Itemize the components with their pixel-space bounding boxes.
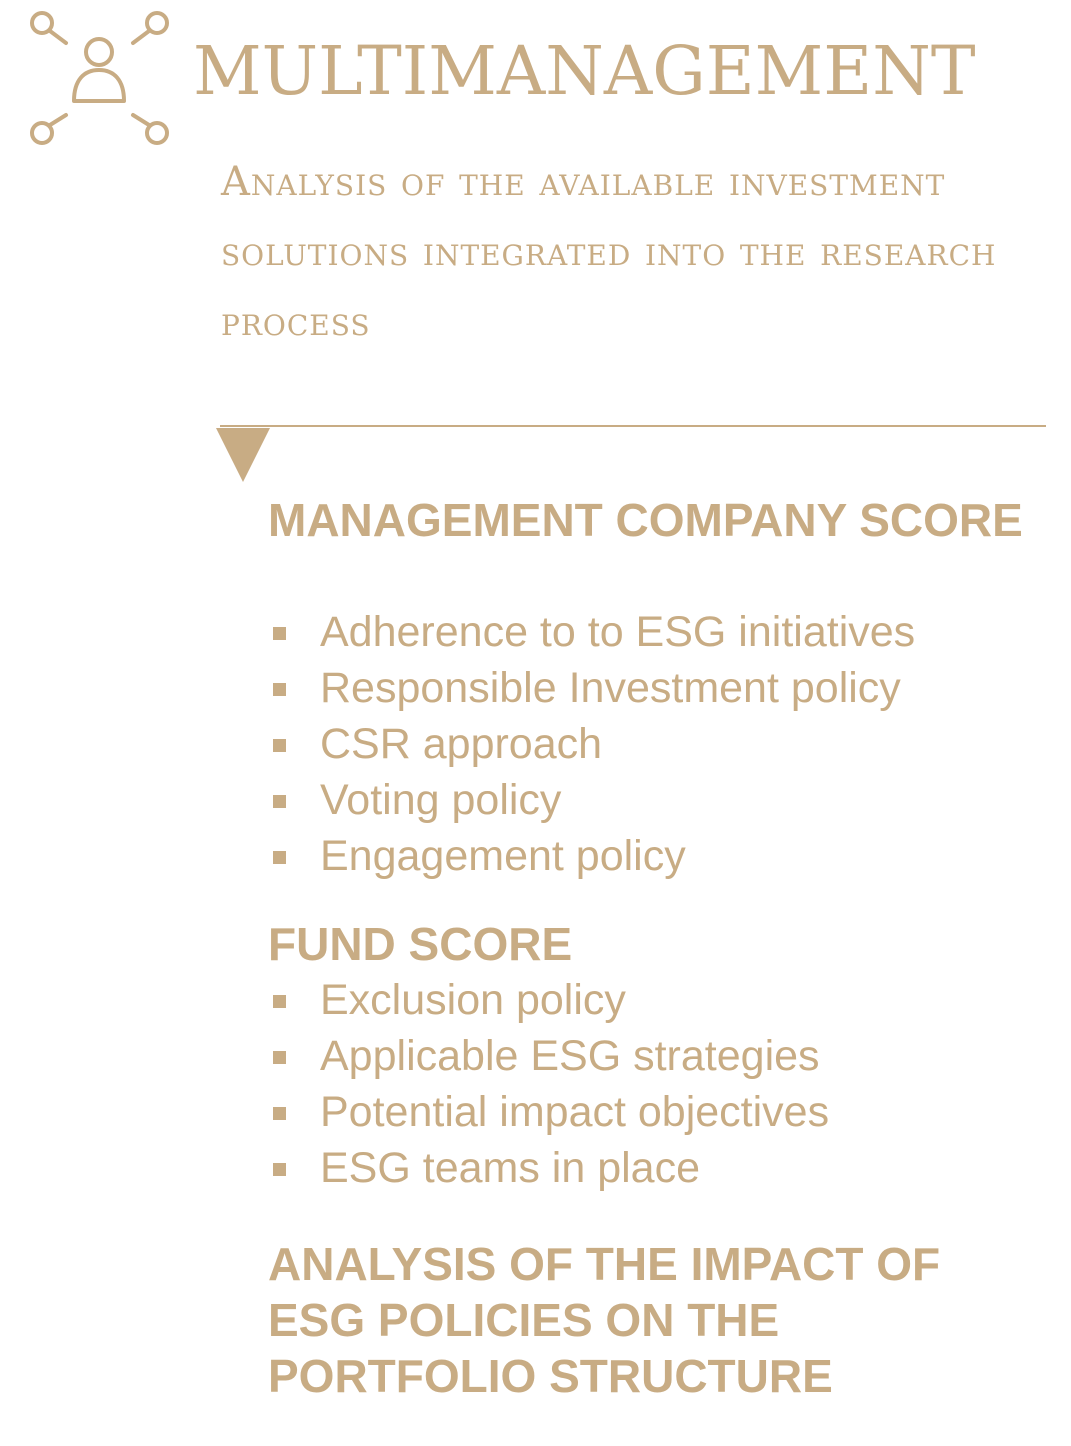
list-item [268, 716, 1028, 772]
square-bullet-icon [273, 1163, 286, 1176]
list-item-label: Exclusion policy [320, 976, 626, 1024]
list-item-label: Responsible Investment policy [320, 664, 901, 712]
square-bullet-icon [273, 851, 286, 864]
network-search-people-icon [22, 4, 177, 154]
page-subtitle: Analysis of the available investment solutions integrated into the research process [221, 159, 997, 345]
page-title: MULTIMANAGEMENT [193, 32, 976, 110]
list-item-label: Potential impact objectives [320, 1088, 830, 1136]
square-bullet-icon [273, 627, 286, 640]
section-heading-fund-score: FUND SCORE [268, 918, 573, 970]
square-bullet-icon [273, 795, 286, 808]
list-item-label: Adherence to to ESG initiatives [320, 608, 916, 656]
square-bullet-icon [273, 995, 286, 1008]
triangle-pointer-icon [216, 428, 270, 482]
list-item [268, 1140, 1028, 1196]
square-bullet-icon [273, 683, 286, 696]
square-bullet-icon [273, 1107, 286, 1120]
list-item [268, 828, 1028, 884]
list-item [268, 1084, 1028, 1140]
section-heading-esg-impact-analysis: ANALYSIS OF THE IMPACT OF ESG POLICIES ON THE PORTFOLIO STRUCTURE [268, 1238, 941, 1402]
list-item-label: ESG teams in place [320, 1144, 701, 1192]
fund-score-list [268, 972, 1028, 1196]
list-item [268, 660, 1028, 716]
list-item [268, 1028, 1028, 1084]
list-item-label: Applicable ESG strategies [320, 1032, 820, 1080]
list-item [268, 604, 1028, 660]
list-item [268, 972, 1028, 1028]
list-item-label: Voting policy [320, 776, 562, 824]
divider-line [220, 425, 1046, 427]
square-bullet-icon [273, 739, 286, 752]
section-heading-management-company-score: MANAGEMENT COMPANY SCORE [268, 494, 1023, 546]
list-item [268, 772, 1028, 828]
square-bullet-icon [273, 1051, 286, 1064]
management-company-score-list [268, 604, 1028, 884]
list-item-label: Engagement policy [320, 832, 686, 880]
list-item-label: CSR approach [320, 720, 603, 768]
